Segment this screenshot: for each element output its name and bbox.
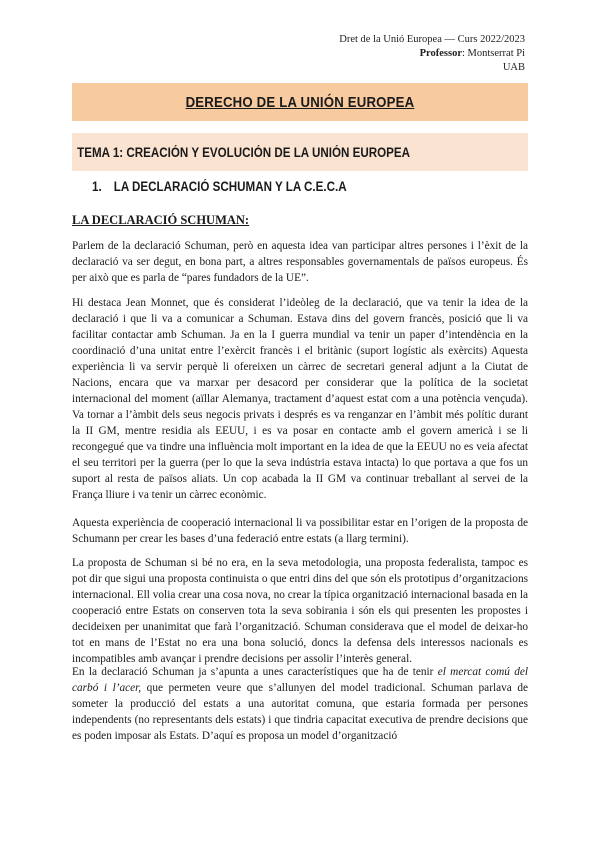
paragraph-text: Hi destaca Jean Monnet, que és considerat l’ideòleg de la declaració, que va tenir la idea de la declaració i que li va a comunicar a Schuman. Estava dins del govern francès, posició que li va facilitar contactar amb Schuman. Ja en la I guerra mundial va tenir un paper d’intendència en la coordinació d’una unitat entre l’exèrcit francès i el britànic (suport logístic als exèrcits) Aquesta experiència li va servir perquè li ofereixen un càrrec de secretari general adjunt a la Ciutat de Nacions, encara que va marxar per desacord per considerar que la política de la societat internacional del moment (aïllar Alemanya, tractament d’aquest estat com a una potència vençuda). Va tornar a l’àmbit dels seus negocis privats i després es va renganzar en l’àmbit més polític durant la II GM, mentre residia als EEUU, i es va posar en contacte amb el govern americà i se li recongegué que va tindre una influència molt important en la idea de que la EEUU no es veia afectat el seu territori per la guerra (per lo que la seva indústria estava intacta) lo que portava a que fos un suport al resta de països aliats. Un cop acabada la II GM va continuar treballant al servei de la França lliure i va tenir un càrrec econòmic.	[72, 297, 528, 501]
paragraph-3	[72, 515, 528, 547]
paragraph-text: Parlem de la declaració Schuman, però en aquesta idea van participar altres persones i l’èxit de la declaració va ser degut, en bona part, a altres responsables governamentals de països europeus. És per això que es parla de “pares fundadors de la UE”.	[72, 240, 528, 284]
paragraph-text: La proposta de Schuman si bé no era, en la seva metodologia, una proposta federalista, tampoc es pot dir que sigui una proposta continuista o que entri dins del que són els prototipus d’organitzacions internacional. Ell volia crear una cosa nova, no crear la típica organització internacional basada en la cooperació entre Estats on conserven tota la seva sobirania i són els qui presenten les propostes i decideixen per unanimitat que farà l’organització. Schuman considerava que el model de deixar-ho tot en mans de l’Estat no era una bona solució, doncs la defensa dels interessos nacionals es incompatibles amb avançar i prendre decisions per assolir l’interès general.	[72, 557, 528, 665]
university-line: UAB	[502, 62, 525, 73]
italic-term: el mercat comú del carbó i l’acer,	[72, 666, 528, 694]
paragraph-1	[72, 238, 528, 286]
document-title-box	[72, 83, 528, 121]
paragraph-text: Aquesta experiència de cooperació internacional li va possibilitar estar en l’origen de la proposta de Schumann per crear les bases d’una federació entre estats (a llarg termini).	[72, 517, 528, 545]
paragraph-text	[72, 664, 528, 744]
section-number: 1.	[92, 179, 102, 194]
subheading: LA DECLARACIÓ SCHUMAN:	[72, 213, 250, 227]
paragraph-5-start: En la declaració Schuman ja s’apunta a unes característiques que ha de tenir	[72, 666, 438, 678]
document-title: DERECHO DE LA UNIÓN EUROPEA	[185, 93, 415, 111]
section-heading	[92, 179, 347, 194]
section-title: LA DECLARACIÓ SCHUMAN Y LA C.E.C.A	[113, 179, 347, 194]
paragraph-2	[72, 295, 528, 503]
course-line: Dret de la Unió Europea — Curs 2022/2023	[339, 34, 525, 45]
paragraph-5-end: que permeten veure que s’allunyen del model tradicional. Schuman parlava de someter la producció del estats a una autoritat comuna, que estaria formada per persones independents (no representants dels estats) i que tindria capacitat executiva de prendre decisions que es poden imposar als Estats. D’aquí es proposa un model d’organització	[72, 682, 528, 742]
paragraph-4	[72, 555, 528, 667]
paragraph-5	[72, 664, 528, 744]
professor-label: Professor	[419, 48, 462, 59]
professor-name: : Montserrat Pi	[462, 48, 525, 59]
tema-heading-box	[72, 133, 528, 171]
tema-heading: TEMA 1: CREACIÓN Y EVOLUCIÓN DE LA UNIÓN EUROPEA	[77, 144, 411, 160]
professor-line	[339, 47, 525, 61]
page-header	[339, 33, 525, 75]
